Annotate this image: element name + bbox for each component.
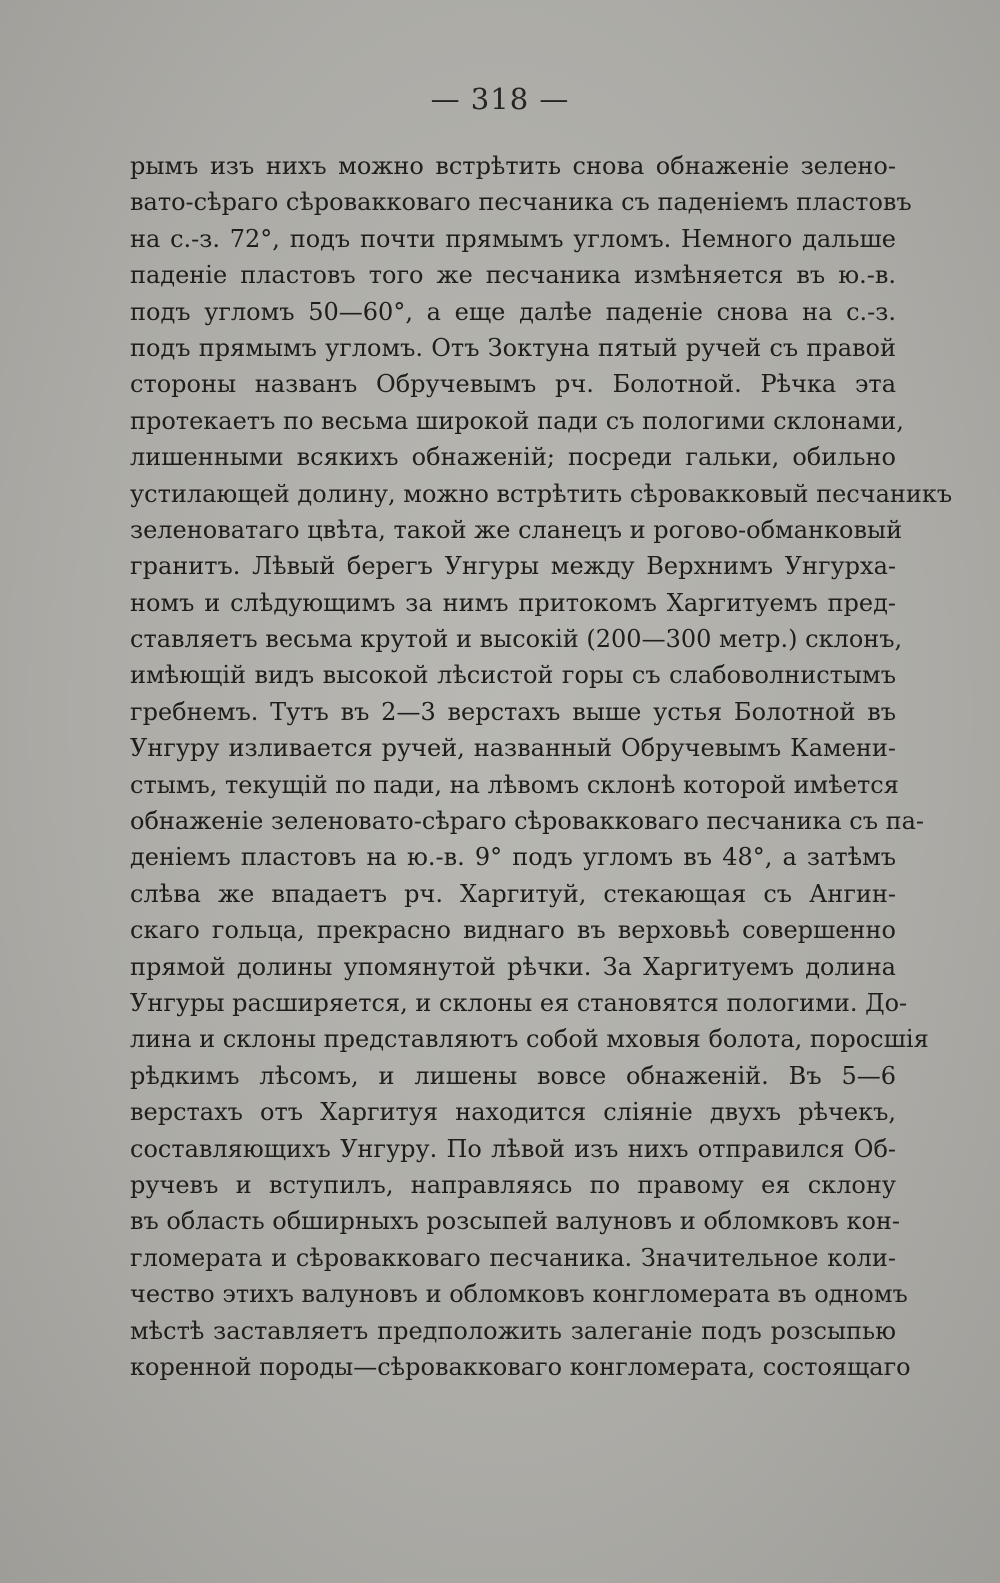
text-line: гломерата и сѣровакковаго песчаника. Значительное коли-: [130, 1243, 896, 1272]
text-line: на с.-з. 72°, подъ почти прямымъ угломъ. Немного дальше: [130, 224, 896, 253]
text-line: рымъ изъ нихъ можно встрѣтить снова обнаженіе зелено-: [130, 152, 896, 180]
text-line: подъ прямымъ угломъ. Отъ Зоктуна пятый ручей съ правой: [130, 333, 896, 362]
text-line: ставляетъ весьма крутой и высокій (200—300 метр.) склонъ,: [130, 625, 903, 654]
text-line: вато-сѣраго сѣровакковаго песчаника съ паденіемъ пластовъ: [130, 188, 912, 217]
text-line: стымъ, текущій по пади, на лѣвомъ склонѣ которой имѣется: [130, 770, 899, 799]
body-text: [130, 148, 953, 1385]
page-number: — 318 —: [430, 82, 570, 116]
text-line: обнаженіе зеленовато-сѣраго сѣровакковаго песчаника съ па-: [130, 807, 925, 836]
text-line: ручевъ и вступилъ, направляясь по правому ея склону: [130, 1170, 896, 1199]
text-line: устилающей долину, можно встрѣтить сѣровакковый песчаникъ: [130, 479, 953, 508]
text-line: коренной породы—сѣровакковаго конгломерата, состоящаго: [130, 1352, 911, 1381]
text-line: паденіе пластовъ того же песчаника измѣняется въ ю.-в.: [130, 261, 896, 290]
text-line: мѣстѣ заставляетъ предположить залеганіе подъ розсыпью: [130, 1316, 896, 1345]
text-line: чество этихъ валуновъ и обломковъ конгломерата въ одномъ: [130, 1280, 908, 1309]
text-line: протекаетъ по весьма широкой пади съ пологими склонами,: [130, 406, 904, 435]
text-line: слѣва же впадаетъ рч. Харгитуй, стекающая съ Ангин-: [130, 879, 896, 908]
text-line: Унгуру изливается ручей, названный Обручевымъ Камени-: [130, 734, 896, 763]
text-line: гребнемъ. Тутъ въ 2—3 верстахъ выше устья Болотной въ: [130, 697, 896, 726]
text-line: въ область обширныхъ розсыпей валуновъ и обломковъ кон-: [130, 1207, 900, 1236]
text-line: подъ угломъ 50—60°, а еще далѣе паденіе снова на с.-з.: [130, 297, 896, 326]
text-line: зеленоватаго цвѣта, такой же сланецъ и рогово-обманковый: [130, 515, 903, 544]
text-line: рѣдкимъ лѣсомъ, и лишены вовсе обнаженій. Въ 5—6: [130, 1061, 896, 1090]
text-line: верстахъ отъ Харгитуя находится сліяніе двухъ рѣчекъ,: [130, 1098, 896, 1127]
text-line: Унгуры расширяется, и склоны ея становятся пологими. До-: [130, 988, 908, 1017]
text-line: стороны названъ Обручевымъ рч. Болотной. Рѣчка эта: [130, 370, 896, 399]
text-line: номъ и слѣдующимъ за нимъ притокомъ Харгитуемъ пред-: [130, 588, 896, 617]
text-line: прямой долины упомянутой рѣчки. За Харгитуемъ долина: [130, 952, 896, 981]
text-line: скаго гольца, прекрасно виднаго въ верховьѣ совершенно: [130, 916, 896, 945]
text-line: составляющихъ Унгуру. По лѣвой изъ нихъ отправился Об-: [130, 1134, 896, 1163]
text-line: гранитъ. Лѣвый берегъ Унгуры между Верхнимъ Унгурха-: [130, 552, 896, 581]
text-line: лина и склоны представляютъ собой мховыя болота, поросшія: [130, 1025, 929, 1054]
text-line: лишенными всякихъ обнаженій; посреди гальки, обильно: [130, 443, 896, 472]
text-line: имѣющій видъ высокой лѣсистой горы съ слабоволнистымъ: [130, 661, 896, 690]
text-line: деніемъ пластовъ на ю.-в. 9° подъ угломъ въ 48°, а затѣмъ: [130, 843, 896, 872]
